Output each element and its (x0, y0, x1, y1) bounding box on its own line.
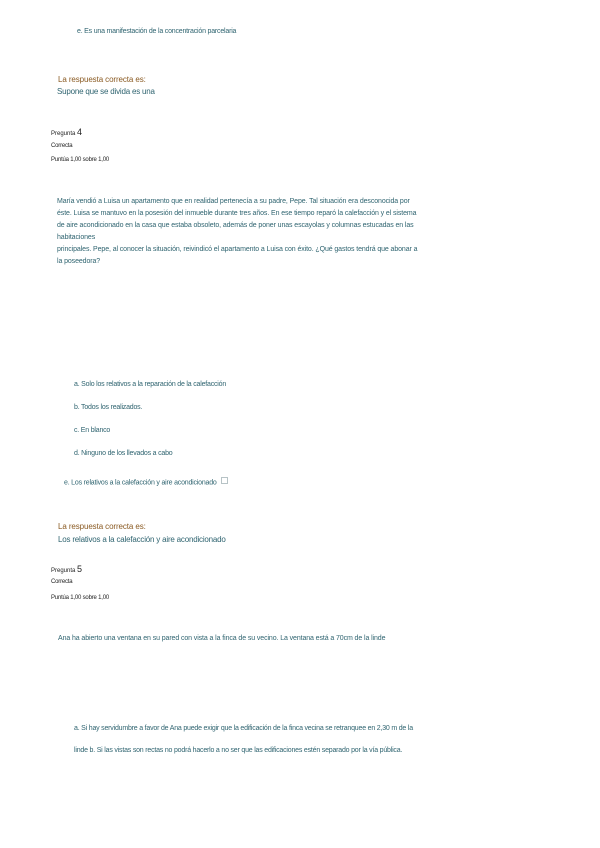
question-number (51, 127, 82, 137)
question-text-line: éste. Luisa se mantuvo en la posesión del inmueble durante tres años. En ese tiempo reparó la calefacción y el sistema (57, 210, 417, 217)
question-number (51, 564, 82, 574)
correct-answer-text: Supone que se divida es una (57, 87, 155, 96)
correct-answer-text: Los relativos a la calefacción y aire acondicionado (58, 535, 226, 544)
question-text-line: habitaciones (57, 234, 96, 241)
option-a[interactable]: a. Si hay servidumbre a favor de Ana puede exigir que la edificación de la finca vecina se retranquee en 2,30 m de la (74, 725, 413, 732)
correct-answer-label: La respuesta correcta es: (58, 522, 146, 531)
question-number-value: 4 (77, 127, 83, 137)
checkbox-icon[interactable] (221, 477, 228, 484)
question-text-line: de aire acondicionado en la casa que estaba obsoleto, además de poner unas escayolas y columnas estucadas en las (57, 222, 414, 229)
question-score: Puntúa 1,00 sobre 1,00 (51, 157, 109, 163)
correct-answer-label: La respuesta correcta es: (58, 75, 146, 84)
option-e[interactable] (64, 479, 228, 486)
question-text-line: María vendió a Luisa un apartamento que en realidad pertenecía a su padre, Pepe. Tal situación era desconocida por (57, 198, 410, 205)
question-text-line: la poseedora? (57, 258, 101, 265)
option-b[interactable]: linde b. Si las vistas son rectas no podrá hacerlo a no ser que las edificaciones estén separado por la vía pública. (74, 747, 403, 754)
question-label: Pregunta (51, 131, 76, 137)
question-label: Pregunta (51, 568, 76, 574)
question-text: Ana ha abierto una ventana en su pared con vista a la finca de su vecino. La ventana está a 70cm de la linde (58, 635, 386, 642)
option-d[interactable]: d. Ninguno de los llevados a cabo (74, 450, 173, 457)
option-a[interactable]: a. Solo los relativos a la reparación de la calefacción (74, 381, 227, 388)
option-c[interactable]: c. En blanco (74, 427, 111, 434)
question-text-line: principales. Pepe, al conocer la situación, reivindicó el apartamento a Luisa con éxito. ¿Qué gastos tendrá que abonar a (57, 246, 418, 253)
option-e[interactable]: e. Es una manifestación de la concentración parcelaria (77, 28, 237, 35)
option-b[interactable]: b. Todos los realizados. (74, 404, 143, 411)
question-status: Correcta (51, 143, 73, 149)
question-score: Puntúa 1,00 sobre 1,00 (51, 595, 109, 601)
option-e-label: e. Los relativos a la calefacción y aire acondicionado (64, 479, 217, 487)
question-number-value: 5 (77, 564, 83, 574)
question-status: Correcta (51, 579, 73, 585)
question-text (57, 196, 537, 268)
